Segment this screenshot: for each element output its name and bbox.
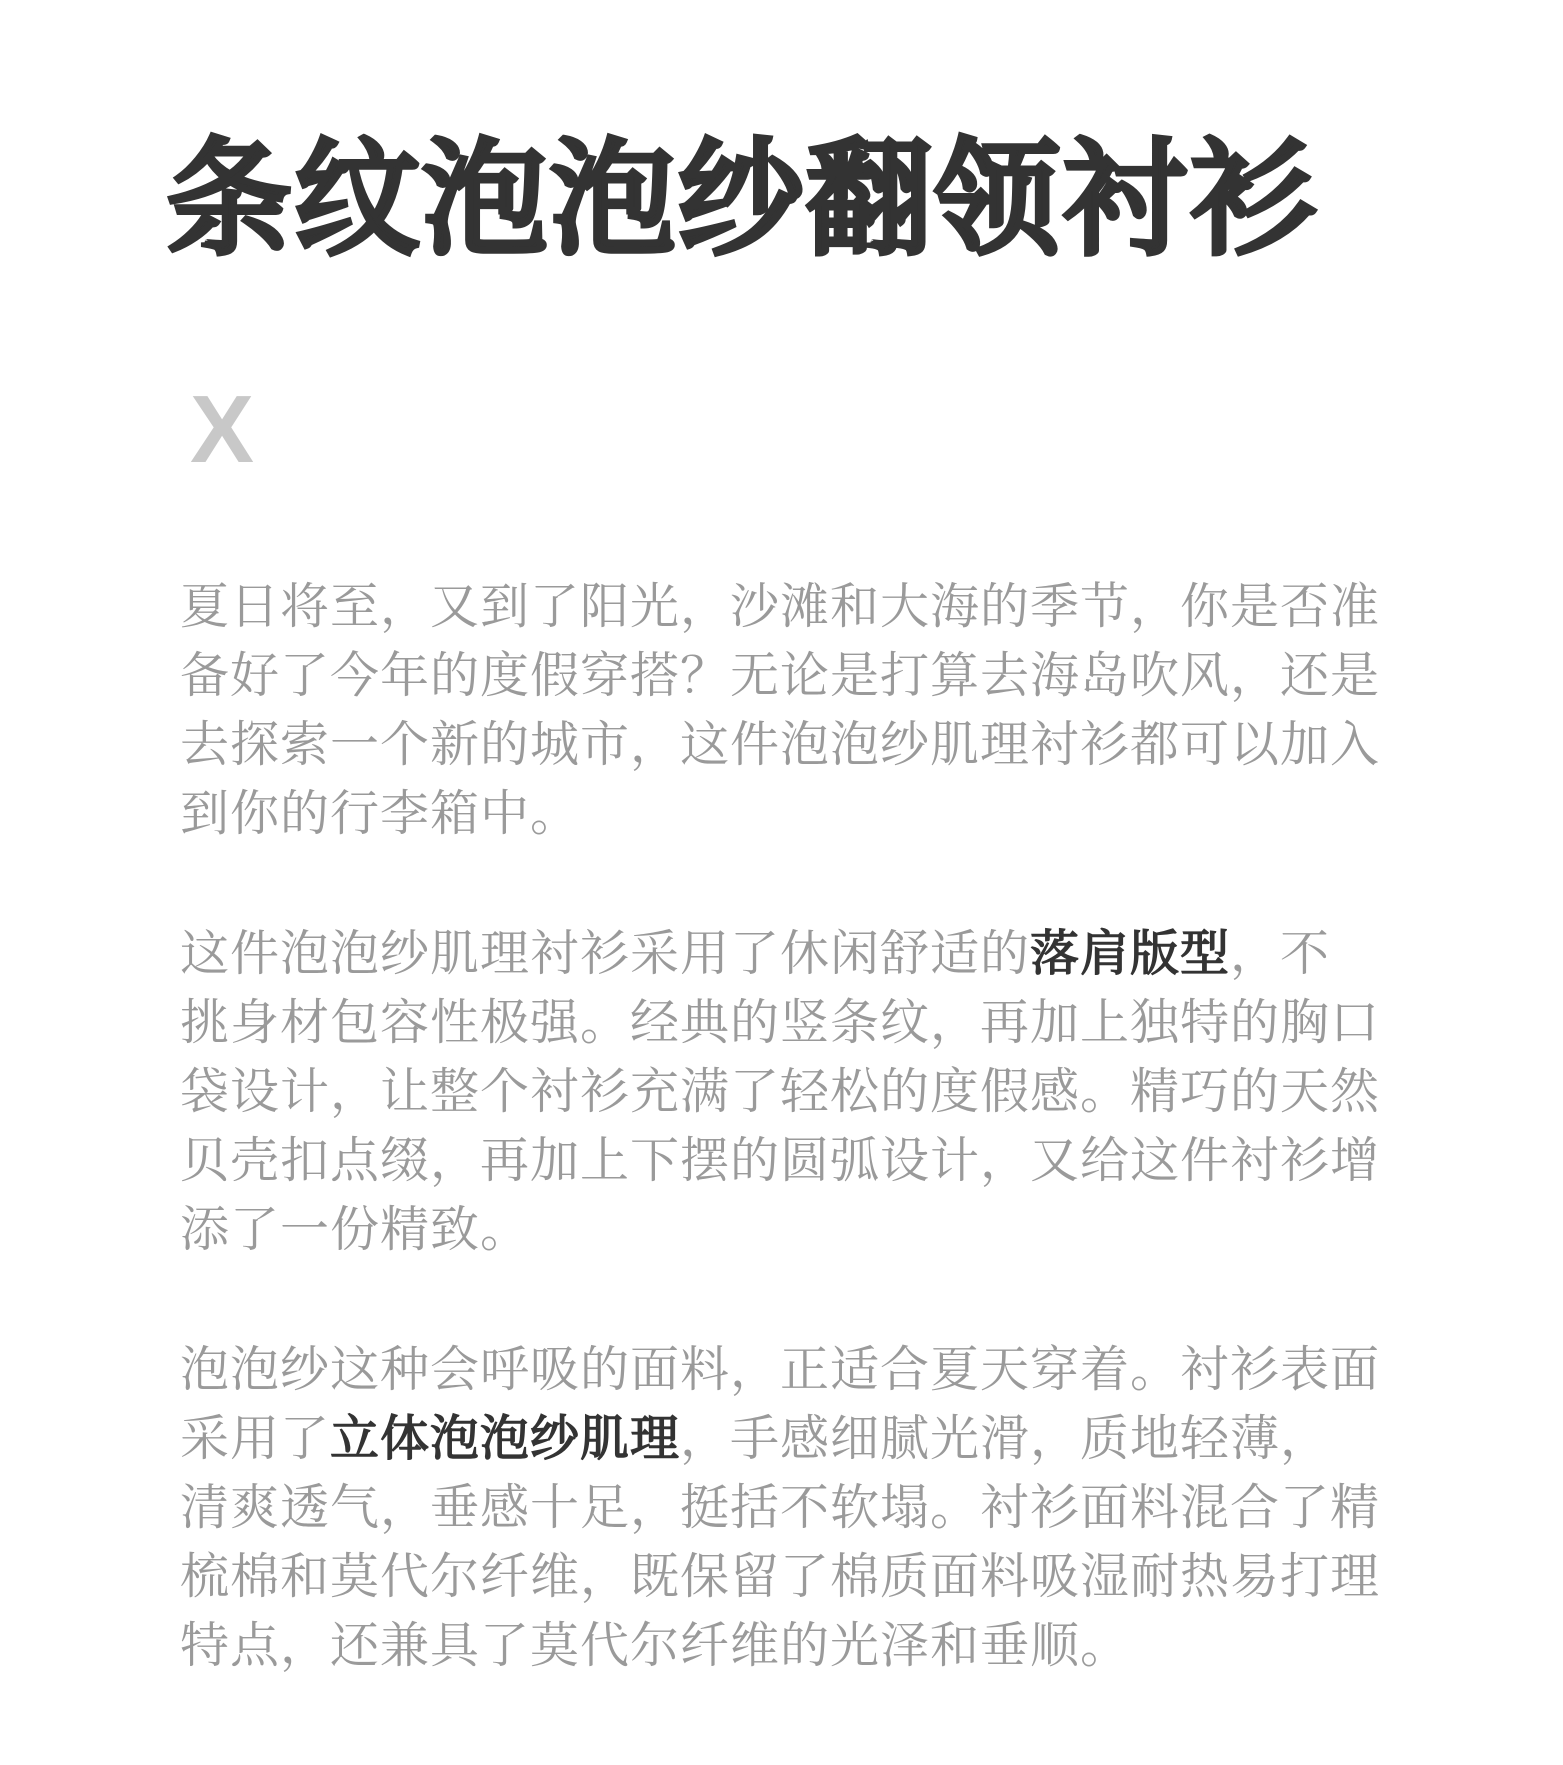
description-paragraph bbox=[180, 1335, 1380, 1680]
paragraph-text: 夏日将至，又到了阳光，沙滩和大海的季节，你是否准备好了今年的度假穿搭？无论是打算去海岛吹风，还是去探索一个新的城市，这件泡泡纱肌理衬衫都可以加入到你的行李箱中。 bbox=[180, 578, 1381, 842]
paragraph-text: 这件泡泡纱肌理衬衫采用了休闲舒适的 bbox=[180, 925, 1031, 982]
x-mark-icon: X bbox=[190, 376, 255, 483]
description-paragraph bbox=[180, 919, 1380, 1264]
highlight-phrase: 落肩版型 bbox=[1030, 925, 1231, 982]
description-body bbox=[180, 572, 1380, 1751]
paragraph-text: 泡泡纱这种会呼吸的面料，正适合夏天穿着。衬衫表面采用了 bbox=[180, 1341, 1381, 1467]
paragraph-text: ，手感细腻光滑，质地轻薄，清爽透气，垂感十足，挺括不软塌。衬衫面料混合了精梳棉和莫代尔纤维，既保留了棉质面料吸湿耐热易打理特点，还兼具了莫代尔纤维的光泽和垂顺。 bbox=[180, 1410, 1381, 1674]
paragraph-text: ，不挑身材包容性极强。经典的竖条纹，再加上独特的胸口袋设计，让整个衬衫充满了轻松的度假感。精巧的天然贝壳扣点缀，再加上下摆的圆弧设计，又给这件衬衫增添了一份精致。 bbox=[180, 925, 1381, 1258]
page-title: 条纹泡泡纱翻领衬衫 bbox=[166, 126, 1318, 273]
description-paragraph bbox=[180, 572, 1380, 848]
highlight-phrase: 立体泡泡纱肌理 bbox=[330, 1410, 681, 1467]
